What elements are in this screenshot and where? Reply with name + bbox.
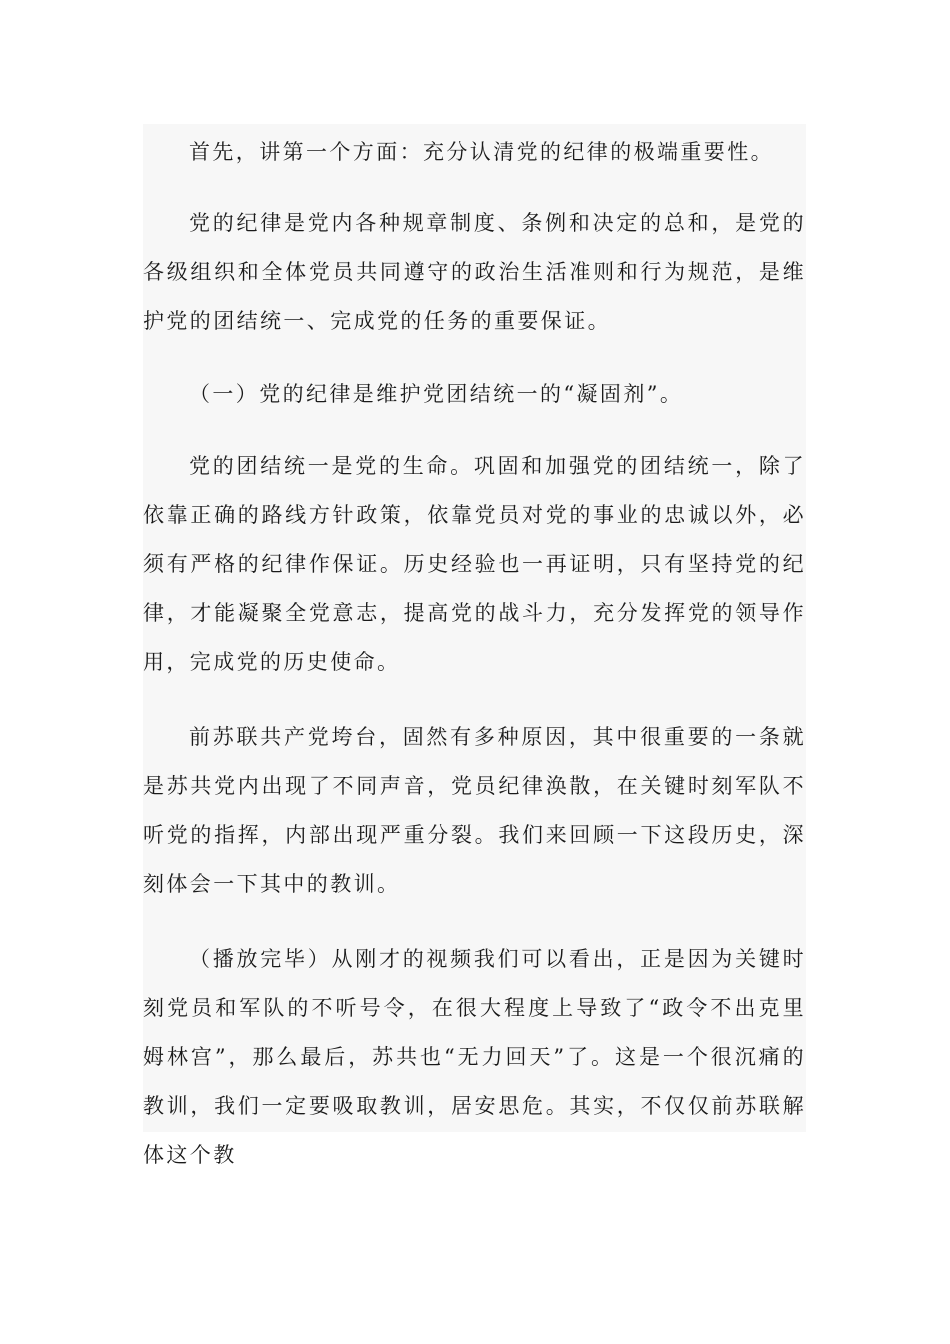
paragraph-unity: 党的团结统一是党的生命。巩固和加强党的团结统一，除了依靠正确的路线方针政策，依靠党员对党的事业的忠诚以外，必须有严格的纪律作保证。历史经验也一再证明，只有坚持党的纪律，才能凝聚全党意志，提高党的战斗力，充分发挥党的领导作用，完成党的历史使命。 [143, 454, 806, 674]
section-heading-1: （一）党的纪律是维护党团结统一的“凝固剂”。 [189, 382, 684, 406]
document-text-block [143, 124, 806, 1167]
paragraph-discipline-definition: 党的纪律是党内各种规章制度、条例和决定的总和，是党的各级组织和全体党员共同遵守的政治生活准则和行为规范，是维护党的团结统一、完成党的任务的重要保证。 [143, 211, 806, 333]
paragraph-soviet-collapse: 前苏联共产党垮台，固然有多种原因，其中很重要的一条就是苏共党内出现了不同声音，党员纪律涣散，在关键时刻军队不听党的指挥，内部出现严重分裂。我们来回顾一下这段历史，深刻体会一下其中的教训。 [143, 725, 806, 896]
paragraph-video-reflection: （播放完毕）从刚才的视频我们可以看出，正是因为关键时刻党员和军队的不听号令，在很大程度上导致了“政令不出克里姆林宫”，那么最后，苏共也“无力回天”了。这是一个很沉痛的教训，我们一定要吸取教训，居安思危。其实，不仅仅前苏联解体这个教 [143, 947, 806, 1167]
paragraph-intro: 首先，讲第一个方面：充分认清党的纪律的极端重要性。 [189, 140, 774, 164]
